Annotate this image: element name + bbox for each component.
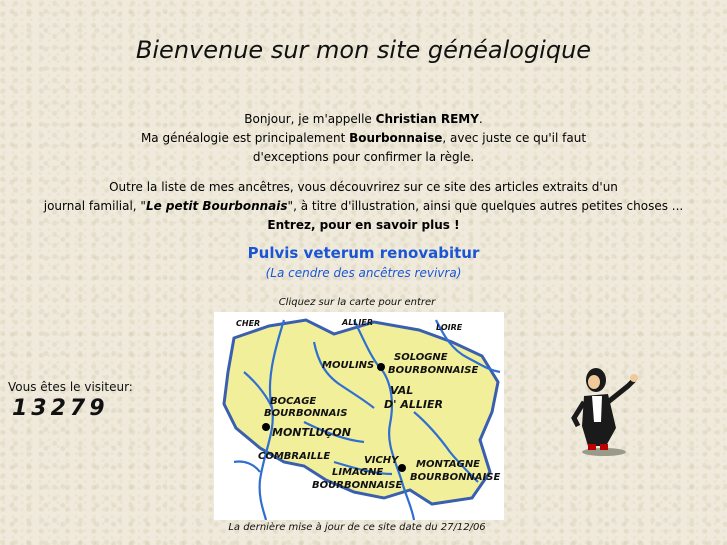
label-montlucon: MONTLUÇON	[272, 426, 351, 439]
intro-text: , avec juste ce qu'il faut	[442, 131, 587, 145]
label-val-1: VAL	[390, 384, 414, 397]
label-montagne-1: MONTAGNE	[416, 459, 481, 470]
visitor-label: Vous êtes le visiteur:	[8, 380, 133, 394]
label-val-2: D' ALLIER	[384, 398, 443, 411]
label-loire: LOIRE	[436, 323, 463, 332]
city-marker-vichy	[398, 464, 406, 472]
intro-paragraph	[0, 110, 727, 167]
intro-text: Bonjour, je m'appelle	[244, 112, 376, 126]
intro-text: Ma généalogie est principalement	[140, 131, 350, 145]
last-update: La dernière mise à jour de ce site date du 27/12/06	[228, 522, 486, 533]
label-sologne-2: BOURBONNAISE	[388, 365, 479, 376]
intro-text: ", à titre d'illustration, ainsi que quelques autres petites choses ...	[287, 199, 684, 213]
journal-name: Le petit Bourbonnais	[145, 199, 288, 213]
intro-line-3: d'exceptions pour confirmer la règle.	[252, 150, 475, 164]
page-title: Bienvenue sur mon site généalogique	[135, 36, 592, 64]
allier-map[interactable]	[214, 312, 504, 520]
intro-line-4: Outre la liste de mes ancêtres, vous découvrirez sur ce site des articles extraits d'un	[109, 180, 618, 194]
label-combraille: COMBRAILLE	[258, 451, 331, 462]
label-moulins: MOULINS	[322, 360, 375, 371]
motto-translation: (La cendre des ancêtres revivra)	[265, 266, 462, 280]
allier-map-link[interactable]	[214, 312, 504, 520]
intro-line-1	[0, 110, 727, 129]
latin-motto: Pulvis veterum renovabitur	[247, 244, 480, 262]
visitor-counter: 13279	[12, 396, 109, 421]
label-bocage-1: BOCAGE	[270, 396, 317, 407]
region-name: Bourbonnaise	[349, 131, 443, 145]
author-name: Christian REMY	[375, 112, 479, 126]
label-montagne-2: BOURBONNAISE	[410, 472, 501, 483]
cartoon-character-icon	[568, 366, 640, 458]
label-limagne-2: BOURBONNAISE	[312, 480, 403, 491]
intro-line-2	[0, 129, 727, 148]
intro-text: journal familial, "	[43, 199, 146, 213]
label-cher: CHER	[236, 319, 261, 328]
label-limagne-1: LIMAGNE	[332, 467, 384, 478]
enter-prompt: Entrez, pour en savoir plus !	[267, 218, 460, 232]
city-marker-montlucon	[262, 423, 270, 431]
intro-line-5	[0, 197, 727, 216]
intro-paragraph-2	[0, 178, 727, 235]
map-hint: Cliquez sur la carte pour entrer	[278, 297, 436, 308]
label-bocage-2: BOURBONNAIS	[264, 408, 348, 419]
city-marker-moulins	[377, 363, 385, 371]
label-vichy: VICHY	[364, 455, 399, 466]
intro-text: .	[478, 112, 483, 126]
label-sologne-1: SOLOGNE	[394, 352, 448, 363]
label-allier: ALLIER	[342, 318, 373, 327]
